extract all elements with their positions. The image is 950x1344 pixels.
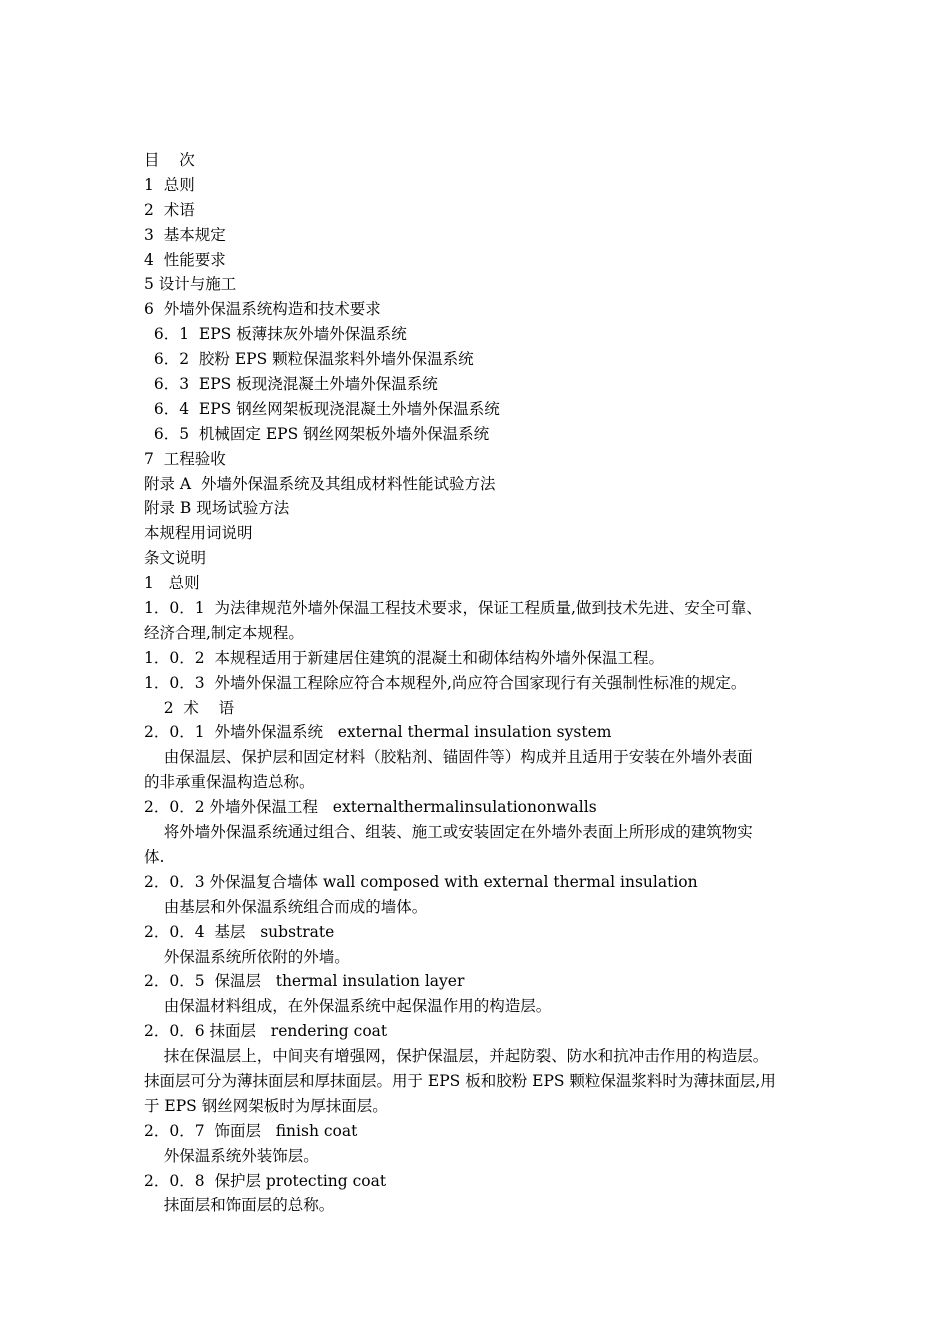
term-heading: 2．0．3 外保温复合墙体 wall composed with external thermal insulation: [144, 872, 698, 891]
toc-item: 本规程用词说明: [144, 524, 253, 543]
toc-item: 1 总则: [144, 175, 195, 194]
term-definition: 外保温系统外装饰层。: [144, 1146, 319, 1165]
toc-item: 2 术语: [144, 200, 195, 219]
section-1-heading: 1 总则: [144, 574, 200, 593]
toc-item: 5 设计与施工: [144, 275, 237, 294]
clause-line: 1．0．1 为法律规范外墙外保温工程技术要求，保证工程质量,做到技术先进、安全可靠、: [144, 599, 762, 618]
section-2-heading: 2 术 语: [144, 698, 235, 717]
term-definition: 体.: [144, 847, 165, 866]
clause-line: 1．0．3 外墙外保温工程除应符合本规程外,尚应符合国家现行有关强制性标准的规定。: [144, 673, 747, 692]
term-heading: 2．0．6 抹面层 rendering coat: [144, 1022, 388, 1041]
toc-subitem: 6．2 胶粉 EPS 颗粒保温浆料外墙外保温系统: [144, 350, 474, 369]
term-definition: 将外墙外保温系统通过组合、组装、施工或安装固定在外墙外表面上所形成的建筑物实: [144, 823, 753, 842]
term-definition: 由基层和外保温系统组合而成的墙体。: [144, 897, 428, 916]
term-definition: 抹在保温层上，中间夹有增强网，保护保温层，并起防裂、防水和抗冲击作用的构造层。: [144, 1047, 769, 1066]
term-definition: 外保温系统所依附的外墙。: [144, 947, 350, 966]
toc-item: 附录 B 现场试验方法: [144, 499, 290, 518]
term-definition: 抹面层和饰面层的总称。: [144, 1196, 335, 1215]
clause-line: 1．0．2 本规程适用于新建居住建筑的混凝土和砌体结构外墙外保温工程。: [144, 648, 664, 667]
term-heading: 2．0．4 基层 substrate: [144, 922, 335, 941]
toc-item: 7 工程验收: [144, 449, 226, 468]
toc-subitem: 6．4 EPS 钢丝网架板现浇混凝土外墙外保温系统: [144, 399, 500, 418]
toc-item: 3 基本规定: [144, 225, 226, 244]
document-body: [144, 148, 824, 1218]
term-definition: 抹面层可分为薄抹面层和厚抹面层。用于 EPS 板和胶粉 EPS 颗粒保温浆料时为薄抹面层,用: [144, 1071, 776, 1090]
toc-item: 条文说明: [144, 549, 207, 568]
toc-title: 目 次: [144, 151, 195, 169]
toc-item: 附录 A 外墙外保温系统及其组成材料性能试验方法: [144, 474, 496, 493]
term-heading: 2．0．2 外墙外保温工程 externalthermalinsulationonwalls: [144, 798, 597, 817]
toc-item: 6 外墙外保温系统构造和技术要求: [144, 300, 381, 319]
term-heading: 2．0．8 保护层 protecting coat: [144, 1171, 387, 1190]
toc-subitem: 6．3 EPS 板现浇混凝土外墙外保温系统: [144, 375, 438, 394]
term-heading: 2．0．7 饰面层 finish coat: [144, 1121, 358, 1140]
clause-line: 经济合理,制定本规程。: [144, 623, 304, 642]
term-heading: 2．0．5 保温层 thermal insulation layer: [144, 972, 465, 991]
term-definition: 由保温层、保护层和固定材料（胶粘剂、锚固件等）构成并且适用于安装在外墙外表面: [144, 748, 753, 767]
toc-subitem: 6．5 机械固定 EPS 钢丝网架板外墙外保温系统: [144, 424, 490, 443]
term-definition: 由保温材料组成，在外保温系统中起保温作用的构造层。: [144, 997, 552, 1016]
toc-item: 4 性能要求: [144, 250, 226, 269]
term-heading: 2．0．1 外墙外保温系统 external thermal insulation system: [144, 723, 612, 742]
toc-subitem: 6．1 EPS 板薄抹灰外墙外保温系统: [144, 325, 407, 344]
term-definition: 于 EPS 钢丝网架板时为厚抹面层。: [144, 1096, 388, 1115]
term-definition: 的非承重保温构造总称。: [144, 773, 315, 792]
